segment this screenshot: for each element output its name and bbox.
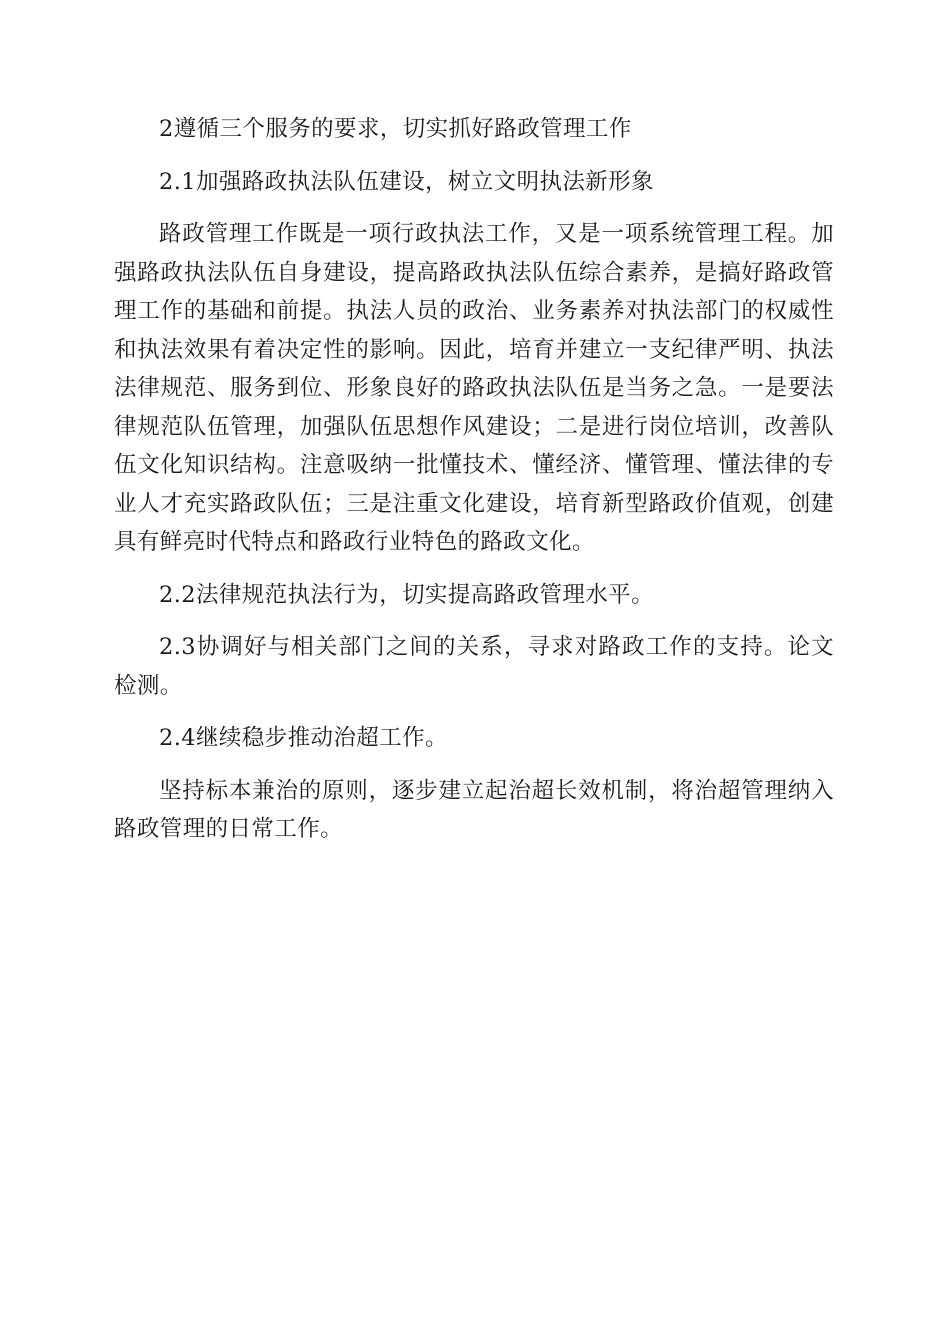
document-body [114,110,834,863]
subsection-heading-2-2: 2.2法律规范执法行为，切实提高路政管理水平。 [159,581,654,608]
subsection-heading-2-3: 2.3协调好与相关部门之间的关系，寻求对路政工作的支持。论文检测。 [114,634,834,699]
subsection-heading-2-1: 2.1加强路政执法队伍建设，树立文明执法新形象 [159,168,654,195]
subsection-heading-2-4: 2.4继续稳步推动治超工作。 [159,725,448,751]
section-heading-2: 2遵循三个服务的要求，切实抓好路政管理工作 [159,116,632,142]
body-paragraph: 坚持标本兼治的原则，逐步建立起治超长效机制，将治超管理纳入路政管理的日常工作。 [114,777,834,842]
body-paragraph: 路政管理工作既是一项行政执法工作，又是一项系统管理工程。加强路政执法队伍自身建设，提高路政执法队伍综合素养，是搞好路政管理工作的基础和前提。执法人员的政治、业务素养对执法部门的权威性和执法效果有着决定性的影响。因此，培育并建立一支纪律严明、执法法律规范、服务到位、形象良好的路政执法队伍是当务之急。一是要法律规范队伍管理，加强队伍思想作风建设；二是进行岗位培训，改善队伍文化知识结构。注意吸纳一批懂技术、懂经济、懂管理、懂法律的专业人才充实路政队伍；三是注重文化建设，培育新型路政价值观，创建具有鲜亮时代特点和路政行业特色的路政文化。 [114,221,834,555]
